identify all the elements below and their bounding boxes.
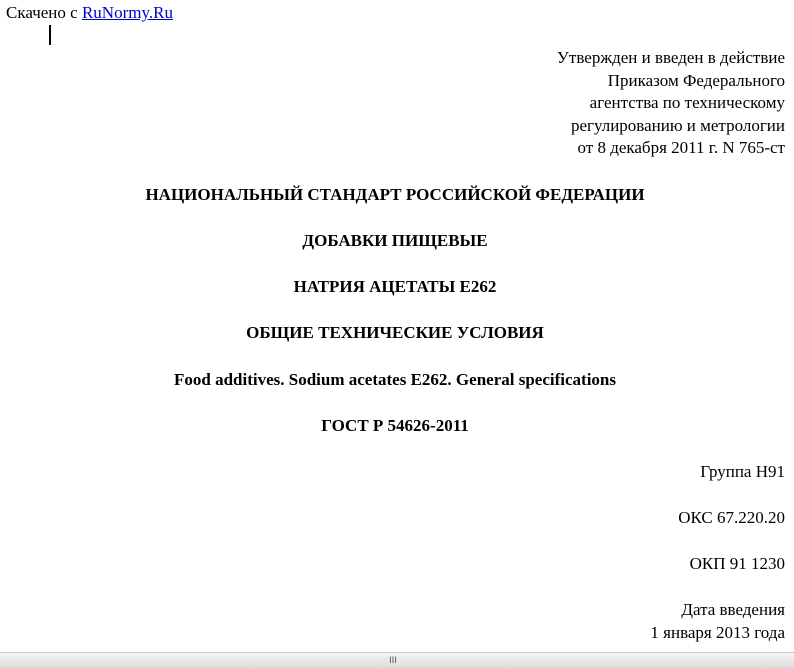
approval-line: регулированию и метрологии bbox=[570, 115, 785, 135]
gost-number: ГОСТ Р 54626-2011 bbox=[321, 416, 469, 435]
okp-code: ОКП 91 1230 bbox=[689, 554, 785, 573]
approval-line: Приказом Федерального bbox=[607, 70, 785, 90]
approval-line: агентства по техническому bbox=[589, 93, 785, 112]
horizontal-scrollbar[interactable] bbox=[0, 652, 794, 668]
approval-block bbox=[557, 47, 785, 160]
standard-type-heading: НАЦИОНАЛЬНЫЙ СТАНДАРТ РОССИЙСКОЙ ФЕДЕРАЦИИ bbox=[145, 185, 645, 204]
group-code: Группа Н91 bbox=[700, 462, 785, 481]
title-line-3: ОБЩИЕ ТЕХНИЧЕСКИЕ УСЛОВИЯ bbox=[246, 323, 544, 342]
oks-code: ОКС 67.220.20 bbox=[678, 508, 785, 527]
title-line-1: ДОБАВКИ ПИЩЕВЫЕ bbox=[302, 231, 488, 250]
source-prefix: Скачено с bbox=[6, 3, 82, 22]
title-line-2: НАТРИЯ АЦЕТАТЫ Е262 bbox=[293, 277, 497, 296]
approval-line: от 8 декабря 2011 г. N 765-ст bbox=[577, 138, 785, 157]
source-link[interactable]: RuNormy.Ru bbox=[81, 3, 173, 22]
grip-lines-icon[interactable]: III bbox=[389, 656, 397, 666]
intro-date-label: Дата введения bbox=[681, 600, 785, 619]
intro-date-value: 1 января 2013 года bbox=[650, 623, 785, 642]
english-title: Food additives. Sodium acetates E262. General specifications bbox=[174, 370, 616, 389]
source-line bbox=[6, 3, 173, 23]
approval-line: Утвержден и введен в действие bbox=[556, 48, 785, 67]
text-cursor bbox=[49, 25, 51, 45]
